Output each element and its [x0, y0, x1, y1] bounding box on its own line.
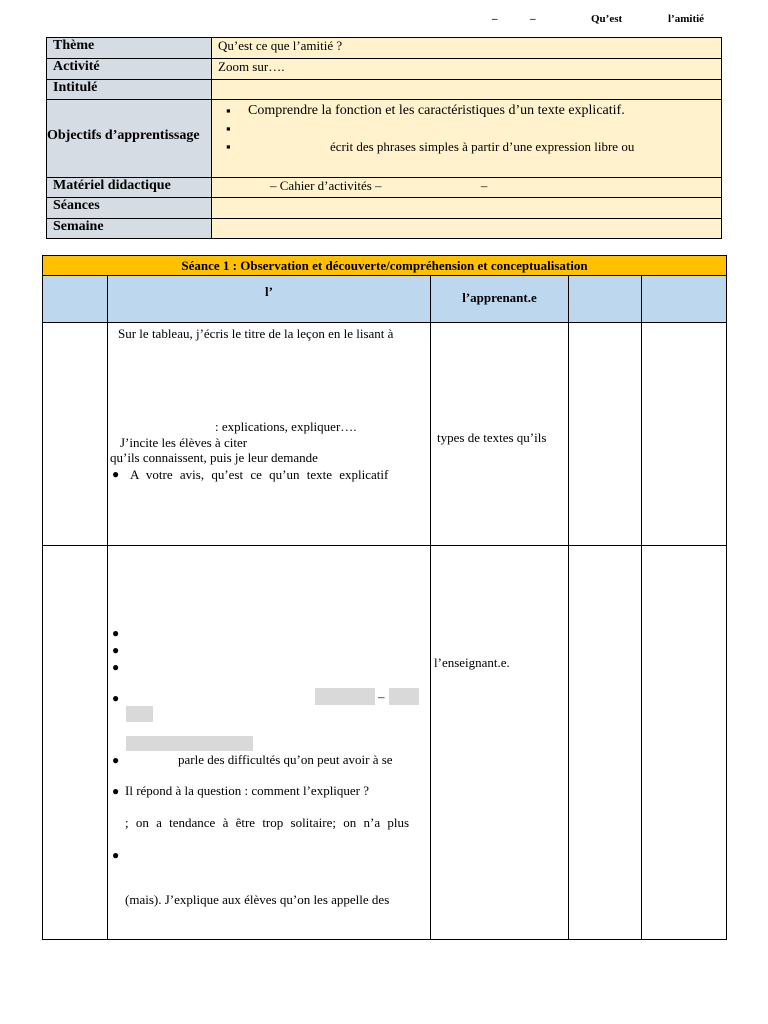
row1-learner-text: types de textes qu’ils: [437, 430, 547, 445]
highlight-block: [126, 706, 153, 722]
row1-text-5: A votre avis, qu’est ce qu’un texte explicatif: [130, 467, 389, 482]
row2-dash: –: [378, 689, 385, 704]
seances-label: Séances: [47, 198, 212, 219]
bullet-icon: ●: [112, 848, 120, 862]
row1-text-3: J’incite les élèves à citer: [120, 435, 248, 450]
objectif-text: écrit des phrases simples à partir d’une expression libre ou: [330, 139, 635, 154]
row2-col1: [43, 546, 108, 940]
row1-text-1: Sur le tableau, j’écris le titre de la leçon en le lisant à: [118, 326, 394, 341]
theme-label: Thème: [47, 38, 212, 59]
bullet-icon: ●: [112, 626, 120, 640]
row1-teacher: [108, 323, 431, 546]
header-dash-1: –: [492, 13, 498, 25]
row1-text-2: : explications, expliquer….: [215, 419, 357, 434]
header-cell-5: [642, 276, 727, 323]
highlight-block: [315, 688, 375, 705]
bullet-icon: ●: [112, 643, 120, 657]
row1-col5: [642, 323, 727, 546]
materiel-label: Matériel didactique: [47, 178, 212, 198]
materiel-value: [212, 178, 722, 198]
bullet-icon: ●: [112, 691, 120, 705]
intitule-value: [212, 80, 722, 100]
lesson-info-table: [46, 37, 722, 239]
highlight-block: [126, 736, 253, 751]
highlight-block: [389, 688, 419, 705]
row2-col5: [642, 546, 727, 940]
objectif-item: [248, 120, 715, 138]
activite-value: Zoom sur….: [212, 59, 722, 80]
row2-col4: [569, 546, 642, 940]
objectif-item: [248, 138, 715, 156]
header-cell-4: [569, 276, 642, 323]
row1-text-4: qu’ils connaissent, puis je leur demande: [110, 450, 318, 465]
row1-col4: [569, 323, 642, 546]
row1-learner: [431, 323, 569, 546]
bullet-icon: ●: [112, 660, 120, 674]
row2-learner-text: l’enseignant.e.: [434, 655, 510, 670]
semaine-value: [212, 219, 722, 239]
header-cell-teacher: l’: [108, 276, 431, 323]
bullet-icon: ●: [112, 467, 120, 481]
row2-teacher: [108, 546, 431, 940]
header-word-2: l’amitié: [668, 13, 705, 25]
row2-text-4: (mais). J’explique aux élèves qu’on les appelle des: [125, 892, 390, 907]
materiel-text: – Cahier d’activités –: [270, 178, 382, 193]
session-table: [42, 255, 727, 940]
seances-value: [212, 198, 722, 219]
header-cell-1: [43, 276, 108, 323]
session-title: Séance 1 : Observation et découverte/compréhension et conceptualisation: [43, 256, 727, 276]
row2-text-3: ; on a tendance à être trop solitaire; on n’a plus: [125, 815, 410, 830]
objectif-item: ▪ Comprendre la fonction et les caractéristiques d’un texte explicatif.: [248, 102, 715, 120]
objectifs-value: [212, 100, 722, 178]
activite-label: Activité: [47, 59, 212, 80]
row2-text-1: parle des difficultés qu’on peut avoir à se: [178, 752, 393, 767]
row1-col1: [43, 323, 108, 546]
theme-value: Qu’est ce que l’amitié ?: [212, 38, 722, 59]
header-dash-2: –: [530, 13, 536, 25]
bullet-icon: ●: [112, 753, 120, 767]
objectifs-label: Objectifs d’apprentissage: [47, 100, 212, 178]
header-cell-learner: l’apprenant.e: [431, 276, 569, 323]
header-word-1: Qu’est: [591, 13, 623, 25]
semaine-label: Semaine: [47, 219, 212, 239]
intitule-label: Intitulé: [47, 80, 212, 100]
bullet-icon: ●: [112, 784, 120, 798]
row2-learner: [431, 546, 569, 940]
row2-text-2: Il répond à la question : comment l’expliquer ?: [125, 783, 370, 798]
materiel-dash: –: [480, 178, 488, 193]
objectifs-list: [218, 102, 715, 156]
